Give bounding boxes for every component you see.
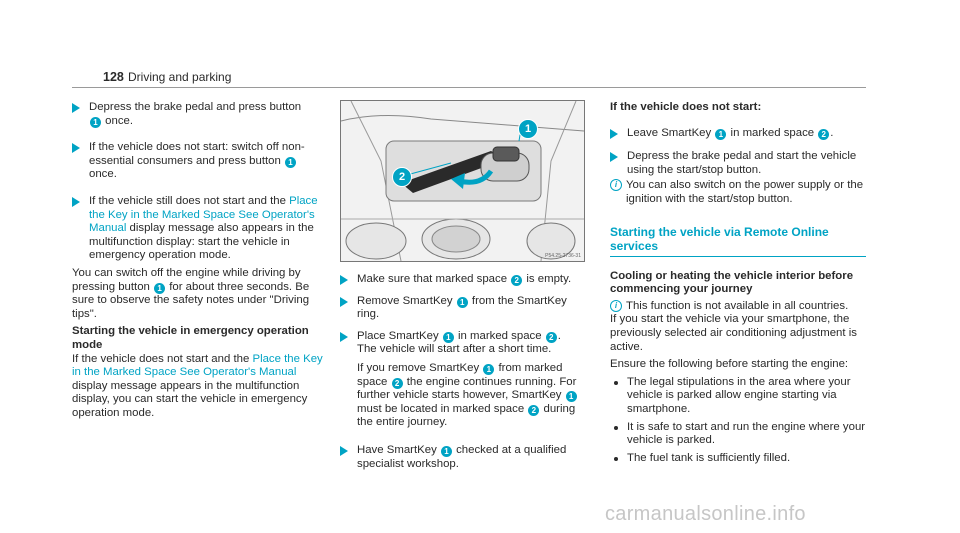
paragraph-emergency <box>72 353 324 421</box>
step-text: once. <box>102 114 134 127</box>
info-icon: i <box>610 300 622 312</box>
step-arrow-icon <box>72 197 80 207</box>
bullet-icon <box>614 457 618 461</box>
step-text: during the entire journey. <box>357 402 576 429</box>
callout-2-icon: 2 <box>511 275 522 286</box>
callout-2-icon: 2 <box>528 405 539 416</box>
step-text: Depress the brake pedal and press button <box>89 101 302 113</box>
step-text: Leave SmartKey <box>627 126 715 139</box>
paragraph-text: You can switch off the engine while driving by pressing button <box>72 266 301 293</box>
step-text: in marked space <box>727 126 818 139</box>
callout-2-icon: 2 <box>392 378 403 389</box>
step-arrow-icon <box>610 129 618 139</box>
emergency-heading: Starting the vehicle in emergency operation mode <box>72 325 309 351</box>
step-leave-smartkey <box>610 127 866 141</box>
callout-1-icon: 1 <box>90 117 101 128</box>
step-arrow-icon <box>340 275 348 285</box>
display-message-link[interactable]: Place the Key in the Marked Space See Operator's Manual <box>72 352 323 379</box>
callout-1-icon: 1 <box>566 391 577 402</box>
figure-code: P54.25-2736-31 <box>545 253 581 259</box>
column-1 <box>72 101 324 420</box>
figure-callout-1-icon: 1 <box>518 119 538 139</box>
step-depress-brake <box>72 101 324 128</box>
header-rule <box>72 87 866 88</box>
step-text: Depress the brake pedal and start the vehicle using the start/stop button. <box>627 150 857 176</box>
callout-1-icon: 1 <box>154 283 165 294</box>
bullet-icon <box>614 381 618 385</box>
cooling-heating-heading: Cooling or heating the vehicle interior before commencing your journey <box>610 269 854 296</box>
step-text: . <box>830 126 834 139</box>
callout-1-icon: 1 <box>457 297 468 308</box>
step-arrow-icon <box>72 103 80 113</box>
step-emergency-mode <box>72 195 324 263</box>
step-text: checked at a qualified specialist workshop. <box>357 443 567 470</box>
info-availability <box>610 300 866 314</box>
column-3 <box>610 101 866 465</box>
step-text: from the SmartKey ring. <box>357 294 567 321</box>
step-remove-smartkey <box>340 295 590 322</box>
step-text: is empty. <box>523 273 572 285</box>
remote-online-heading: Starting the vehicle via Remote Online services <box>610 224 829 253</box>
display-message-link[interactable]: Place the Key in the Marked Space See Operator's Manual <box>89 194 318 235</box>
step-text: Make sure that marked space <box>357 273 511 285</box>
paragraph-text: display message appears in the multifunction display, you can start the vehicle in emergency operation mode. <box>72 379 308 419</box>
callout-1-icon: 1 <box>443 332 454 343</box>
step-text: must be located in marked space <box>357 402 528 415</box>
callout-1-icon: 1 <box>441 446 452 457</box>
info-text: You can also switch on the power supply or the ignition with the start/stop button. <box>626 179 864 205</box>
step-text: If you remove SmartKey <box>357 361 483 374</box>
page-number: 128 <box>103 70 124 84</box>
bullet-icon <box>614 426 618 430</box>
step-note <box>357 362 590 430</box>
step-arrow-icon <box>340 332 348 342</box>
step-text: display message also appears in the multifunction display: start the vehicle in emergency operation mode. <box>89 222 314 262</box>
step-text: The vehicle will start after a short time. <box>357 343 552 356</box>
step-text: once. <box>89 168 117 181</box>
callout-2-icon: 2 <box>818 129 829 140</box>
not-start-heading: If the vehicle does not start: <box>610 101 762 113</box>
paragraph-ensure: Ensure the following before starting the engine: <box>610 358 849 371</box>
step-text: . <box>557 329 561 342</box>
step-switch-off-consumers <box>72 141 324 182</box>
bullet-text: The fuel tank is sufficiently filled. <box>627 451 791 464</box>
info-text: This function is not available in all countries. <box>626 299 849 312</box>
step-check-space <box>340 273 590 287</box>
paragraph-text: for about three seconds. Be sure to observe the safety notes under "Driving tips". <box>72 280 310 320</box>
step-arrow-icon <box>610 152 618 162</box>
section-title: Driving and parking <box>128 70 232 84</box>
step-text: in marked space <box>454 329 545 342</box>
step-arrow-icon <box>72 143 80 153</box>
smartkey-figure <box>340 100 585 262</box>
step-text: Have SmartKey <box>357 443 440 456</box>
callout-1-icon: 1 <box>715 129 726 140</box>
paragraph-text: If the vehicle does not start and the <box>72 352 253 365</box>
callout-2-icon: 2 <box>546 332 557 343</box>
step-text: the engine continues running. For further vehicle starts however, SmartKey <box>357 375 577 402</box>
callout-1-icon: 1 <box>285 157 296 168</box>
info-power-supply <box>610 179 866 206</box>
step-text: Place SmartKey <box>357 329 442 342</box>
step-text: from marked space <box>357 361 563 388</box>
step-have-checked <box>340 444 590 471</box>
step-arrow-icon <box>340 446 348 456</box>
bullet-item <box>610 421 866 448</box>
watermark: carmanualsonline.info <box>605 503 806 525</box>
column-2 <box>340 273 590 484</box>
section-rule <box>610 256 866 257</box>
bullet-item <box>610 376 866 417</box>
paragraph-switch-off <box>72 267 324 321</box>
console-illustration <box>341 101 584 261</box>
bullet-text: The legal stipulations in the area where your vehicle is parked allow engine starting via smartphone. <box>627 375 851 415</box>
step-text: Remove SmartKey <box>357 294 456 307</box>
step-place-smartkey <box>340 330 590 430</box>
paragraph-smartphone: If you start the vehicle via your smartphone, the previously selected air conditioning adjustment is active. <box>610 313 857 353</box>
bullet-text: It is safe to start and run the engine where your vehicle is parked. <box>627 420 866 447</box>
figure-callout-2-icon: 2 <box>392 167 412 187</box>
step-text: If the vehicle does not start: switch off non-essential consumers and press button <box>89 141 305 167</box>
info-icon: i <box>610 179 622 191</box>
step-text: If the vehicle still does not start and the <box>89 194 290 207</box>
bullet-item <box>610 452 866 466</box>
step-arrow-icon <box>340 297 348 307</box>
callout-1-icon: 1 <box>483 364 494 375</box>
step-start-vehicle <box>610 150 866 177</box>
